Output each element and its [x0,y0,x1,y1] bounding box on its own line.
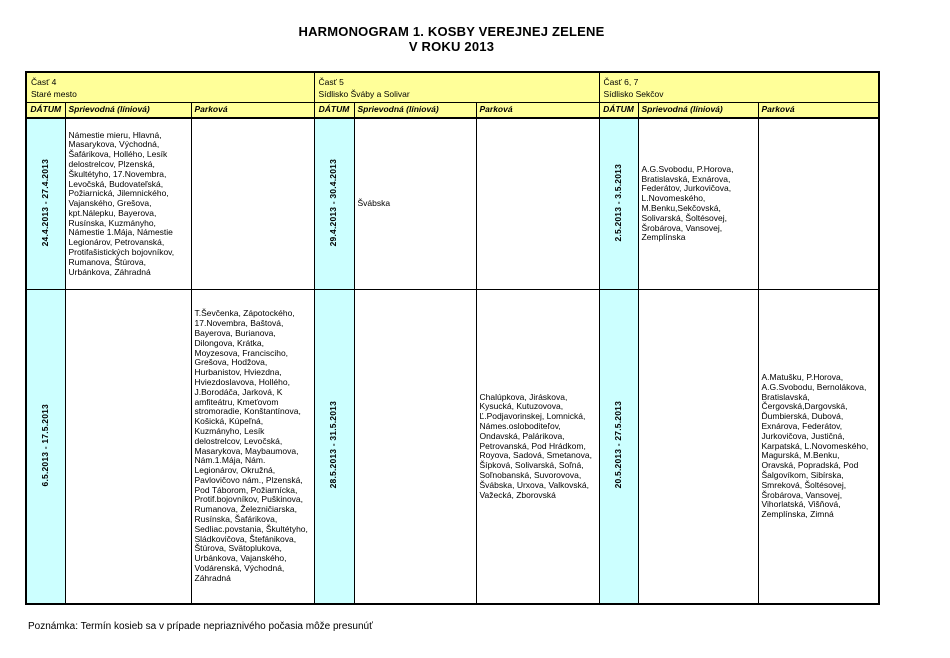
column-header-park: Parková [191,103,314,119]
section-header-part4 [26,72,314,103]
street-list-park: T.Ševčenka, Zápotockého, 17.Novembra, Baštová, Bayerova, Burianova, Dilongova, Krátka, Moyzesova, Francisciho, Grešova, Hodžova, Hurbanistov, Hviezdna, Hviezdoslavova, Hollého, J.Borodáča, Jarková, K amfiteátru, Kmeťovom stromoradie, Konštantínova, Košická, Kúpeľná, Kuzmányho, Lesík delostrelcov, Levočská, Masarykova, Maybaumova, Nám.1.Mája, Nám. Legionárov, Okružná, Pavlovičovo nám., Plzenská, Pod Táborom, Požiarnícka, Protif.bojovníkov, Puškinova, Rumanova, Železničiarska, Rusínska, Šafárikova, Sedliac.povstania, Škultétyho, Sládkovičova, Štefánikova, Štúrova, Svätoplukova, Urbánkova, Vajanského, Vodárenská, Východná, Záhradná [191,290,314,605]
street-list-linear: Švábska [354,118,476,290]
date-range: 20.5.2013 - 27.5.2013 [612,401,623,489]
schedule-row-2 [26,290,879,605]
section-part-label: Časť 4 [31,76,57,87]
schedule-row-1 [26,118,879,290]
section-district-label: Sídlisko Šváby a Solivar [318,88,410,99]
street-list-linear [354,290,476,605]
section-part-label: Časť 6, 7 [603,76,639,87]
title-line-1: HARMONOGRAM 1. KOSBY VEREJNEJ ZELENE [298,24,605,39]
date-cell [26,290,65,605]
date-cell [314,290,354,605]
street-list-linear: A.G.Svobodu, P.Horova, Bratislavská, Exnárova, Federátov, Jurkovičova, L.Novomeského, M.Benku,Sekčovská, Solivarská, Šoltésovej, Šrobárova, Vansovej, Zemplínska [638,118,758,290]
column-header-linear: Sprievodná (líniová) [65,103,191,119]
date-range: 6.5.2013 - 17.5.2013 [39,403,50,487]
mowing-schedule-table [25,71,880,605]
column-header-linear: Sprievodná (líniová) [638,103,758,119]
street-list-park [476,118,599,290]
column-header-date: DÁTUM [314,103,354,119]
column-header-date: DÁTUM [26,103,65,119]
column-header-park: Parková [758,103,879,119]
date-range: 24.4.2013 - 27.4.2013 [39,158,50,247]
column-header-park: Parková [476,103,599,119]
street-list-linear: Námestie mieru, Hlavná, Masarykova, Východná, Šafárikova, Hollého, Lesík delostrelcov, Plzenská, Škultétyho, 17.Novembra, Levočská, Budovateľská, Požiarnická, Jilemnického, Vajanského, Grešova, kpt.Nálepku, Bayerova, Rusínska, Kuzmányho, Námestie 1.Mája, Námestie Legionárov, Petrovanská, Protifašistických bojovníkov, Rumanova, Štúrova, Urbánkova, Záhradná [65,118,191,290]
section-header-part5 [314,72,599,103]
title-line-2: V ROKU 2013 [408,39,495,54]
street-list-park [191,118,314,290]
date-cell [314,118,354,290]
date-range: 29.4.2013 - 30.4.2013 [328,158,339,247]
street-list-park: A.Matušku, P.Horova, A.G.Svobodu, Bernolákova, Bratislavská, Čergovská,Dargovská, Ďumbierská, Dubová, Exnárova, Federátov, Jurkovičova, Justičná, Karpatská, L.Novomeského, Magurská, M.Benku, Oravská, Popradská, Pod Šalgovíkom, Sibírska, Smreková, Šoltésovej, Šrobárova, Vansovej, Vihorlatská, Višňová, Zemplínska, Zimná [758,290,879,605]
date-cell [26,118,65,290]
section-header-row [26,72,879,103]
date-range: 28.5.2013 - 31.5.2013 [328,401,339,489]
section-district-label: Staré mesto [31,88,77,99]
column-header-row [26,103,879,119]
date-cell [599,290,638,605]
section-district-label: Sídlisko Sekčov [603,88,664,99]
column-header-linear: Sprievodná (líniová) [354,103,476,119]
section-header-part67 [599,72,879,103]
street-list-park: Chalúpkova, Jiráskova, Kysucká, Kutuzovova, Ľ.Podjavorinskej, Lomnická, Námes.osloboditeľov, Ondavská, Palárikova, Petrovanská, Pod Hrádkom, Royova, Sadová, Smetanova, Šípková, Solivarská, Soľná, Soľnobanská, Suvorovova, Švábska, Urxova, Valkovská, Važecká, Zborovská [476,290,599,605]
page-title [25,24,878,54]
document-page [0,24,950,658]
section-part-label: Časť 5 [318,76,344,87]
street-list-linear [65,290,191,605]
footnote: Poznámka: Termín kosieb sa v prípade nepriaznivého počasia môže presunúť [28,621,373,632]
street-list-linear [638,290,758,605]
date-range: 2.5.2013 - 3.5.2013 [612,163,623,242]
date-cell [599,118,638,290]
street-list-park [758,118,879,290]
column-header-date: DÁTUM [599,103,638,119]
